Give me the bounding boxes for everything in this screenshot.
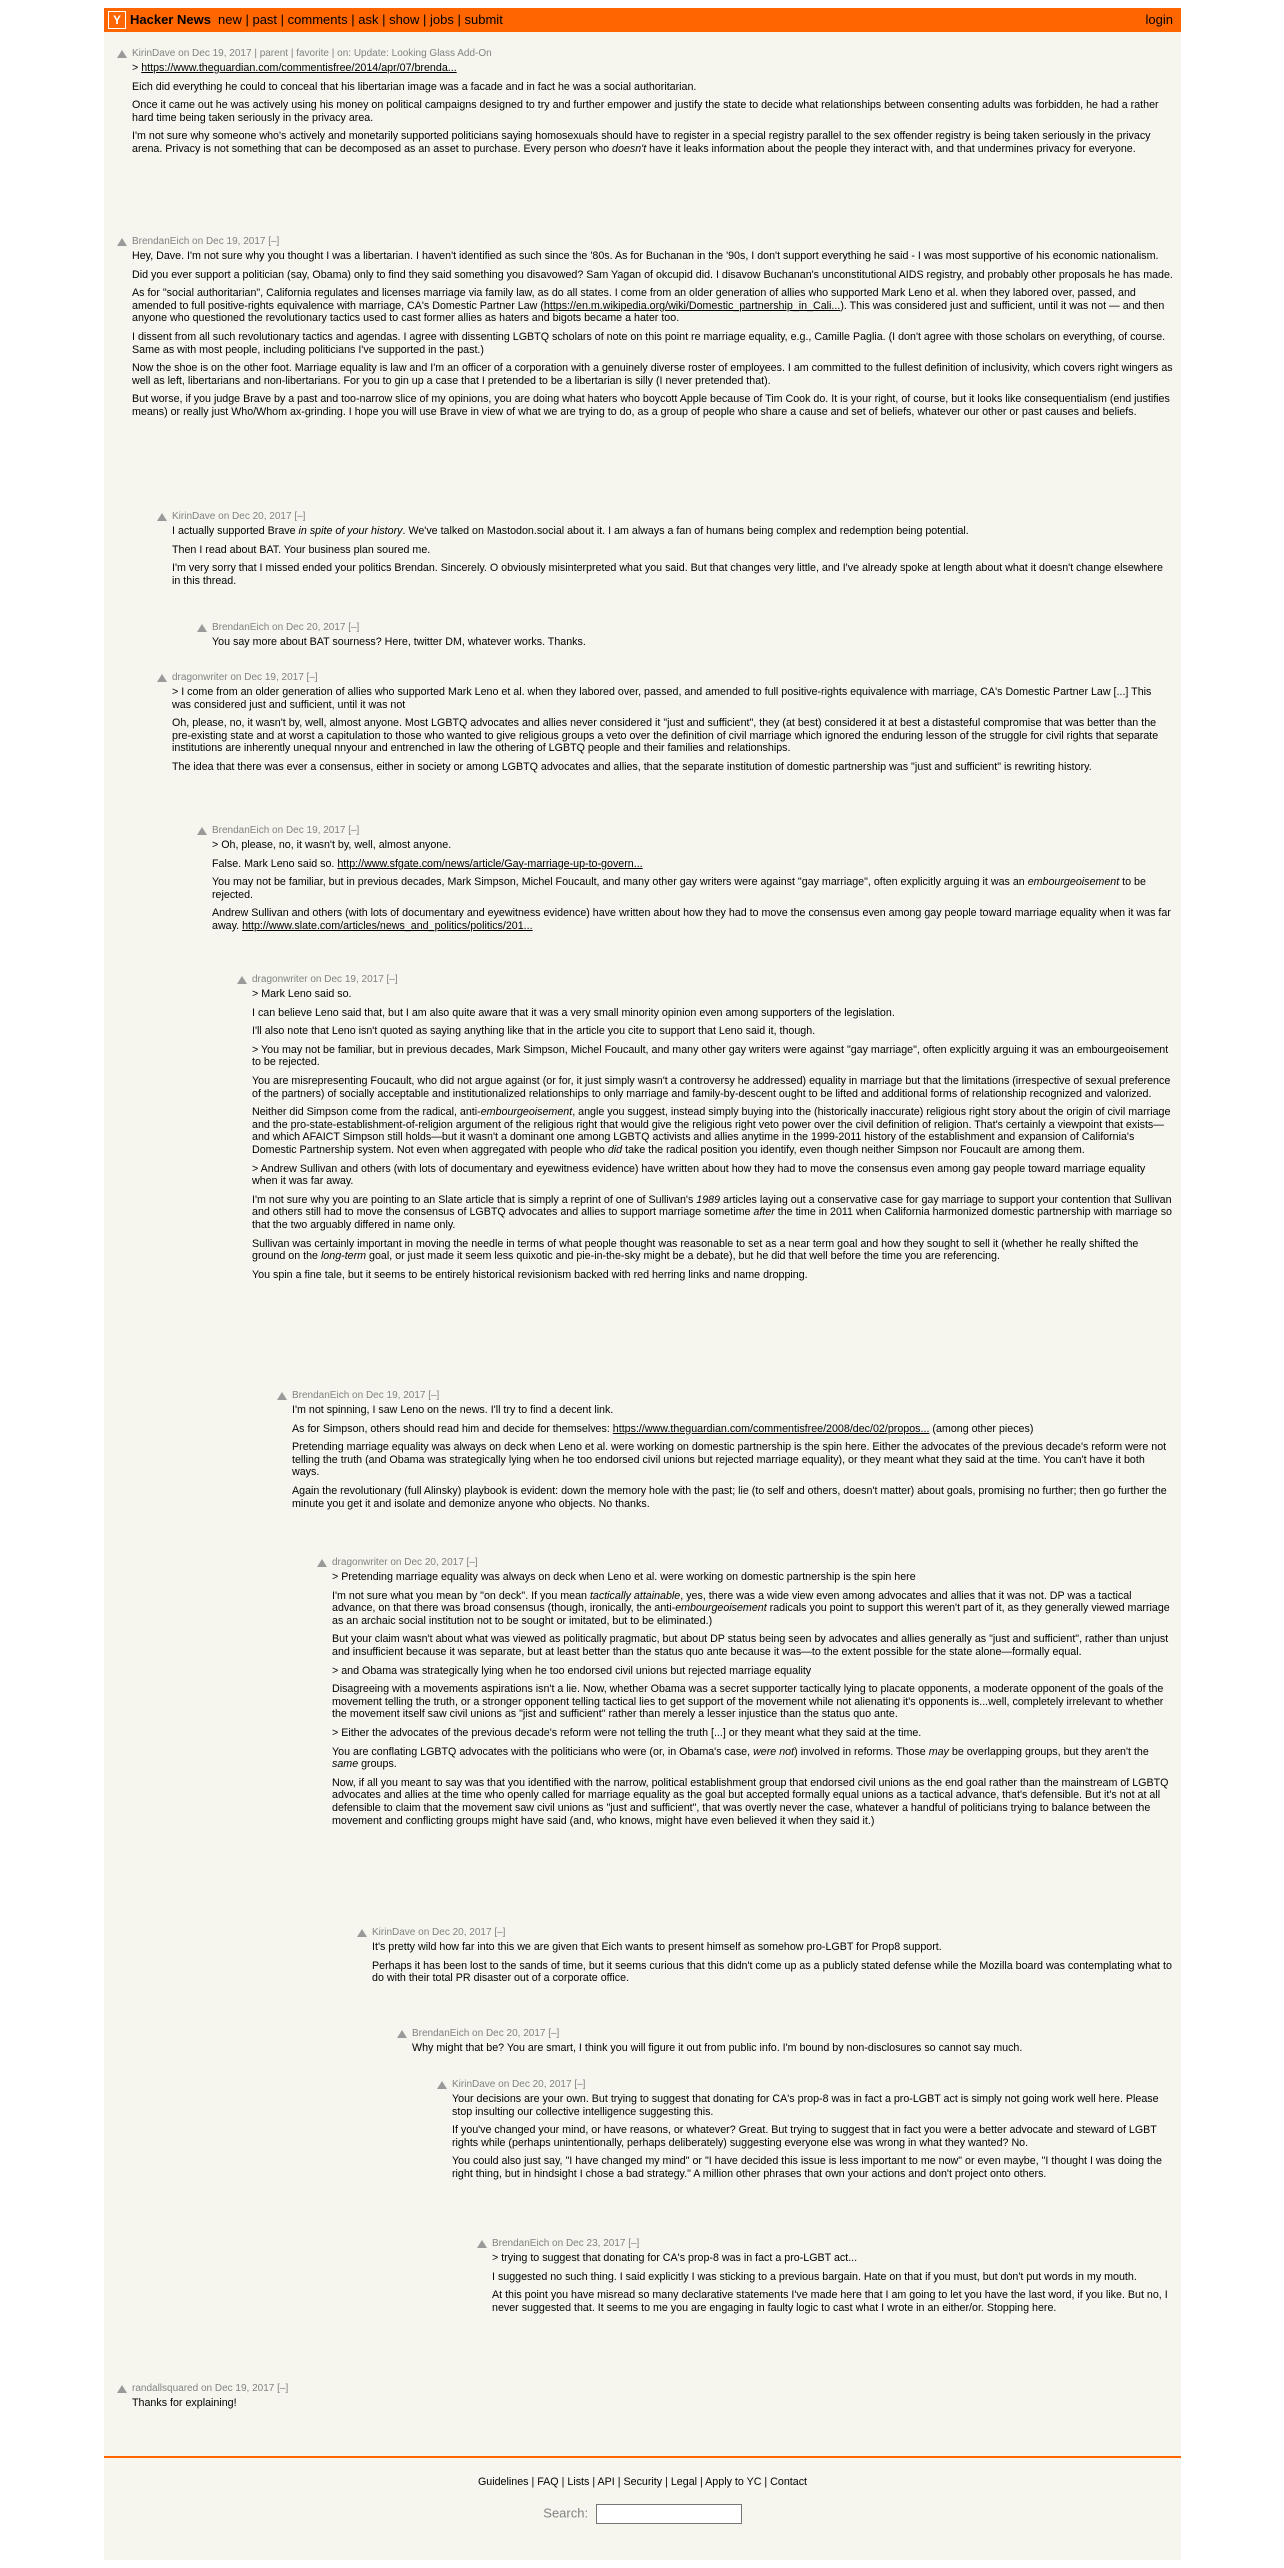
comment-text-run: I actually supported Brave: [172, 525, 299, 537]
upvote-arrow-icon[interactable]: [197, 827, 207, 835]
footer-lists-link[interactable]: Lists: [567, 2476, 590, 2488]
comment-text-run: groups.: [358, 1758, 397, 1771]
comment-link[interactable]: http://www.sfgate.com/news/article/Gay-marriage-up-to-govern...: [337, 857, 643, 870]
comment-header: [132, 46, 1173, 62]
comment-text: [132, 250, 1173, 419]
comment-author-link[interactable]: dragonwriter: [332, 1557, 388, 1568]
comment-paragraph: [452, 2155, 1173, 2180]
comment: [132, 46, 1173, 162]
comment: [292, 1388, 1173, 1516]
comment-text-run: But your claim wasn't about what was viewed as politically pragmatic, but about DP status being seen by advocates and allies generally as "just and sufficient", rather than unjust and insufficient because it was separate, but at least better than the status quo ante because it was—to the extent possible for the state alone—formally equal.: [332, 1633, 1169, 1658]
comment-text-run: Disagreeing with a movements aspirations isn't a lie. Now, whether Obama was a secret supporter tactically lying to placate opponents, a moderate opponent of the goals of the movement telling the truth, or a stronger opponent telling tactical lies to get support of the movement while not alienating it's opponents is...well, completely irrelevant to whether the movement itself saw civil unions as "jist and sufficient" rather than merely a lesser injustice than the status quo ante.: [332, 1683, 1164, 1721]
comment-text-run: Why might that be? You are smart, I think you will figure it out from public info. I'm bound by non-disclosures so cannot say much.: [412, 2042, 1023, 2054]
comment-paragraph: [252, 1044, 1173, 1069]
comment-paragraph: [452, 2093, 1173, 2118]
comment-paragraph: [492, 2271, 1173, 2284]
comment-paragraph: [252, 1075, 1173, 1100]
comment-age-link[interactable]: on Dec 20, 2017: [390, 1557, 464, 1568]
comment-text-run: It's pretty wild how far into this we are given that Eich wants to present himself as somehow pro-LGBT for Prop8 support.: [372, 1941, 942, 1953]
comment-text: [332, 1571, 1173, 1827]
comment-text: [132, 62, 1173, 156]
upvote-arrow-icon[interactable]: [477, 2240, 487, 2248]
comment-nav-links[interactable]: [–]: [348, 825, 360, 836]
comment-text-run: take the radical position you identify, even though neither Simpson nor Foucault are among them.: [622, 1143, 1085, 1156]
comment-paragraph: [492, 2289, 1173, 2314]
nav-show[interactable]: show: [389, 12, 420, 27]
comment: [212, 620, 1173, 655]
comment-text-run: Andrew Sullivan and others (with lots of documentary and eyewitness evidence) have written about how they had to move the consensus even among gay people toward marriage equality when it was far away.: [212, 907, 1171, 932]
comment-text-run: Then I read about BAT. Your business plan soured me.: [172, 543, 431, 556]
search-row: [104, 2504, 1181, 2524]
comment-nav-links[interactable]: [–]: [628, 2238, 640, 2249]
site-name-link[interactable]: Hacker News: [130, 12, 211, 27]
comment-paragraph: [132, 250, 1173, 263]
comment-paragraph: [212, 907, 1173, 932]
comment-text-run: Perhaps it has been lost to the sands of time, but it seems curious that this didn't come up as a publicly stated defense while the Mozilla board was contemplating what to do with their total PR disaster out of a corporate office.: [372, 1959, 1172, 1985]
footer-divider: [104, 2456, 1181, 2458]
comment-emphasis: embourgeoisement: [675, 1602, 767, 1615]
nav-comments[interactable]: comments: [287, 12, 348, 27]
comment: [372, 1925, 1173, 1991]
upvote-arrow-icon[interactable]: [117, 50, 127, 58]
comment-text-run: You are conflating LGBTQ advocates with the politicians who were (or, in Obama's case,: [332, 1745, 754, 1758]
comment: [452, 2077, 1173, 2187]
comment-text-run: be overlapping groups, but they aren't the: [948, 1745, 1149, 1758]
comment-header: [212, 620, 1173, 636]
comment-text-run: You are misrepresenting Foucault, who did not argue against (or for, it just simply wasn't a controversy he addressed) equality in marriage but that the limitations (irrespective of sexual preference of the partners) of socially acceptable and institutionalized relationships to only marriage and family-by-descent ought to be lifted and additional forms of relationship recognized and valorized.: [252, 1074, 1171, 1100]
comment-text: [372, 1941, 1173, 1985]
comment-emphasis: may: [928, 1745, 949, 1758]
upvote-arrow-icon[interactable]: [197, 624, 207, 632]
comment-author-link[interactable]: BrendanEich: [292, 1390, 350, 1401]
comment-text-run: I'm not spinning, I saw Leno on the news. I'll try to find a decent link.: [292, 1404, 614, 1416]
comment-text-run: You say more about BAT sourness? Here, twitter DM, whatever works. Thanks.: [212, 636, 586, 648]
comment-text-run: (among other pieces): [929, 1422, 1034, 1435]
comment-author-link[interactable]: BrendanEich: [412, 2028, 470, 2039]
comment-text-run: I suggested no such thing. I said explicitly I was sticking to a previous bargain. Hate on that if you must, but don't put words in my mouth.: [492, 2270, 1137, 2283]
comment-nav-links[interactable]: [–]: [494, 1927, 506, 1938]
comment-text-run: If you've changed your mind, or have reasons, or whatever? Great. But trying to suggest that in fact you were a better advocate and steward of LGBT rights while (perhaps unintentionally, perhaps deliberately) suggesting everyone else was wrong in what they wanted? No.: [452, 2124, 1157, 2149]
comment-text-run: > You may not be familiar, but in previous decades, Mark Simpson, Michel Foucault, and many other gay writers were against "gay marriage", often explicitly arguing it was an embourgeoisement to be rejected.: [252, 1043, 1169, 1069]
search-input[interactable]: [596, 2504, 742, 2524]
comment-emphasis: embourgeoisement: [1027, 876, 1120, 889]
comment-paragraph: [132, 393, 1173, 418]
comment-author-link[interactable]: randallsquared: [132, 2383, 199, 2394]
comment: [172, 509, 1173, 593]
comment-text-run: Now, if all you meant to say was that you identified with the narrow, political establishment group that endorsed civil unions as the end goal rather than the mainstream of LGBTQ advocates and allies at the time who openly called for marriage equality as the goal but accepted formally equal unions as a tactical advance, that's defensible. But it's not at all defensible to claim that the movement saw civil unions as "just and sufficient", that was overtly never the case, whatever a handful of politicians trying to balance between the movement and conflicting groups might have said (and, who knows, might have even believed it when they said it.): [332, 1776, 1169, 1827]
comment-paragraph: [252, 1163, 1173, 1188]
comment: [412, 2026, 1173, 2061]
comment-text-run: I'm not sure what you mean by "on deck". If you mean: [332, 1589, 590, 1602]
comment-paragraph: [332, 1633, 1173, 1658]
comment-nav-links[interactable]: | parent | favorite | on: Update: Looking Glass Add-On: [254, 48, 492, 59]
comment-text-run: I'm not sure why someone who's actively and monetarily supported politicians saying homosexuals should have to register in a special registry parallel to the sex offender registry is being taken seriously in the privacy arena. Privacy is not something that can be decomposed as an asset to purchase. Every person who: [132, 130, 1151, 155]
footer-contact-link[interactable]: Contact: [770, 2476, 808, 2488]
comment-text-run: , yes, there was a wide view even among advocates and allies that it was not. DP was a tactical advance, on that there was broad consensus (though, ironically, the anti-: [332, 1589, 1132, 1615]
comment-emphasis: same: [332, 1758, 359, 1771]
footer-faq-link[interactable]: FAQ: [537, 2476, 559, 2488]
comment-header: [252, 972, 1173, 988]
comment-text-run: I'm very sorry that I missed ended your politics Brendan. Sincerely. O obviously misinterpreted what you said. But that changes very little, and I've already spoke at length about what it doesn't change elsewhere in this thread.: [172, 562, 1163, 587]
nav-past[interactable]: past: [252, 12, 278, 27]
comment-paragraph: [212, 839, 1173, 852]
comment-text-run: radicals you point to support this weren't part of it, as they generally viewed marriage as an archaic social institution not to be sought or imitated, but to be eliminated.): [332, 1602, 1170, 1627]
footer-api-link[interactable]: API: [597, 2476, 615, 2488]
search-label: Search:: [543, 2505, 589, 2521]
comment-text-run: goal, or just made it seem less quixotic and pie-in-the-sky might be a debate), but he did that well before the time you are referencing.: [366, 1250, 1000, 1263]
comment-paragraph: [132, 99, 1173, 124]
comment-text: [412, 2042, 1173, 2055]
comment-text-run: > I come from an older generation of allies who supported Mark Leno et al. when they labored over, passed, and amended to full positive-rights equivalence with marriage, CA's Domestic Partner Law [...] This was considered just and sufficient, until it was not: [172, 686, 1152, 711]
comment-header: [172, 670, 1173, 686]
comment-text-run: Hey, Dave. I'm not sure why you thought I was a libertarian. I haven't identified as such since the '80s. As for Buchanan in the '90s, I don't support everything he said - I was most supportive of his economic nationalism.: [132, 250, 1159, 262]
comment-text-run: have it leaks information about the people they interact with, and that undermines privacy for everyone.: [646, 142, 1136, 155]
comment-author-link[interactable]: BrendanEich: [492, 2238, 550, 2249]
comment-nav-links[interactable]: [–]: [428, 1390, 440, 1401]
comment-paragraph: [132, 2397, 1173, 2410]
comment-emphasis: doesn't: [612, 142, 647, 155]
comment-text-run: As for Simpson, others should read him and decide for themselves:: [292, 1422, 613, 1435]
comment-paragraph: [252, 988, 1173, 1001]
comment-age-link[interactable]: on Dec 19, 2017: [310, 974, 384, 985]
comment-paragraph: [292, 1441, 1173, 1479]
comment-paragraph: [332, 1590, 1173, 1628]
comment-header: [212, 823, 1173, 839]
comment-age-link[interactable]: on Dec 20, 2017: [272, 622, 346, 633]
nav-submit[interactable]: submit: [464, 12, 503, 27]
comment-header: [332, 1555, 1173, 1571]
comment-link[interactable]: http://www.slate.com/articles/news_and_politics/politics/201...: [242, 919, 533, 932]
comment-text: [212, 636, 1173, 649]
comment-author-link[interactable]: KirinDave: [372, 1927, 416, 1938]
comment-emphasis: embourgeoisement: [480, 1106, 573, 1119]
comment-text-run: > Andrew Sullivan and others (with lots of documentary and eyewitness evidence) have written about how they had to move the consensus even among gay people toward marriage equality when it was far away.: [252, 1162, 1146, 1188]
comment-text-run: Eich did everything he could to conceal that his libertarian image was a facade and in fact he was a social authoritarian.: [132, 80, 697, 93]
comment-paragraph: [172, 544, 1173, 557]
comment-text-run: Pretending marriage equality was always on deck when Leno et al. were working on domestic partnership is the spin here. Either the advocates of the previous decade's reform were not telling the truth (and Obama was strategically lying when he too endorsed civil unions but rejected marriage equality), or they meant what they said at the time. You can't have it both ways.: [292, 1441, 1167, 1479]
comment-paragraph: [252, 1238, 1173, 1263]
comment-text-run: , angle you suggest, instead simply buying into the (historically inaccurate) religious right story about the origin of civil marriage and the pro-state-establishment-of-religion argument of the religious right that would give the religious right veto power over the civil definition of religion. That's certainly a viewpoint that exists—and which AFAICT Simpson still holds—but it wasn't a dominant one among LGBTQ activists and allies anytime in the 1999-2011 history of the establishment and expansion of California's Domestic Partnership system. Not even when aggregated with people who: [252, 1106, 1171, 1156]
comment-paragraph: [372, 1941, 1173, 1954]
comment-text-run: I'll also note that Leno isn't quoted as saying anything like that in the article you cite to support that Leno said it, though.: [252, 1025, 816, 1038]
comment-emphasis: 1989: [696, 1193, 721, 1206]
nav-jobs[interactable]: jobs: [430, 12, 454, 27]
comment-paragraph: [212, 858, 1173, 871]
comment-text-run: ). This was considered just and sufficient, until it was not — and then anyone who questioned the revolutionary tactics used to cast former allies as haters and bigots became a hater too.: [132, 299, 1165, 325]
comment-text-run: Thanks for explaining!: [132, 2397, 237, 2409]
comment-header: [492, 2236, 1173, 2252]
comment-text-run: the time in 2011 when California harmonized domestic partnership with marriage so that the two arguably differed in name only.: [252, 1206, 1172, 1231]
comment-paragraph: [252, 1007, 1173, 1020]
comment-author-link[interactable]: KirinDave: [452, 2079, 496, 2090]
comment-text-run: Did you ever support a politician (say, Obama) only to find they said something you disavowed? Sam Yagan of okcupid did. I disavow Buchanan's unconstitutional AIDS registry, and probably other proposals he has made.: [132, 268, 1173, 281]
comment-author-link[interactable]: KirinDave: [132, 48, 176, 59]
comment-paragraph: [332, 1665, 1173, 1678]
comment-age-link[interactable]: on Dec 19, 2017: [230, 672, 304, 683]
comment-text-run: to be rejected.: [212, 876, 1146, 901]
comment-text: [172, 686, 1173, 774]
comment-author-link[interactable]: dragonwriter: [172, 672, 228, 683]
comment: [132, 2381, 1173, 2416]
comment-age-link[interactable]: on Dec 20, 2017: [498, 2079, 572, 2090]
comment: [252, 972, 1173, 1287]
comment-paragraph: [252, 1269, 1173, 1282]
comment-text-run: Sullivan was certainly important in moving the needle in terms of what people thought was reasonable to set as a near term goal and how they sought to sell it (whether he really shifted the ground on the: [252, 1237, 1139, 1263]
comment-text: [452, 2093, 1173, 2181]
login-link[interactable]: login: [1145, 12, 1173, 27]
comment-header: [452, 2077, 1173, 2093]
comment-text: [172, 525, 1173, 587]
comment-paragraph: [292, 1423, 1173, 1436]
comment-paragraph: [132, 331, 1173, 356]
nav-links: new | past | comments | ask | show | jobs | submit: [218, 12, 503, 27]
comment-paragraph: [372, 1960, 1173, 1985]
comment-paragraph: [252, 1025, 1173, 1038]
comment-text-run: Now the shoe is on the other foot. Marriage equality is law and I'm an officer of a corporation with a genuinely diverse roster of employees. I am committed to the fullest definition of inclusivity, which covers right wingers as well as left, libertarians and non-libertarians. For you to gin up a case that I pretended to be a libertarian is silly (I never pretended that).: [132, 362, 1173, 387]
comment-text-run: Again the revolutionary (full Alinsky) playbook is evident: down the memory hole with the past; lie (to self and others, doesn't matter) about goals, promising no further; then go further the minute you get it and isolate and demonize anyone who objects. No thanks.: [292, 1484, 1167, 1510]
comment-text-run: Oh, please, no, it wasn't by, well, almost anyone. Most LGBTQ advocates and allies never considered it "just and sufficient", they (at best) considered it at best a distasteful compromise that was better than the pre-existing state and at worst a capitulation to those who wanted to give religious groups a veto over the definition of civil marriage which ignored the enduring lesson of the struggle for civil rights that separate institutions are inherently unequal nnyour and entrenched in law the othering of LGBTQ people and their families and relationships.: [172, 717, 1159, 755]
comment-author-link[interactable]: KirinDave: [172, 511, 216, 522]
comment-age-link[interactable]: on Dec 20, 2017: [418, 1927, 492, 1938]
comment-nav-links[interactable]: [–]: [294, 511, 306, 522]
comment-emphasis: in spite of your history: [298, 525, 403, 537]
comment-text-run: >: [132, 62, 142, 74]
comment-paragraph: [332, 1683, 1173, 1721]
upvote-arrow-icon[interactable]: [117, 238, 127, 246]
comment-paragraph: [172, 686, 1173, 711]
comment-paragraph: [252, 1106, 1173, 1156]
comment-paragraph: [172, 717, 1173, 755]
footer-links: Guidelines | FAQ | Lists | API | Security | Legal | Apply to YC | Contact: [477, 2476, 808, 2488]
comment-text-run: > Either the advocates of the previous decade's reform were not telling the truth [...] or they meant what they said at the time.: [332, 1726, 922, 1739]
comment-text-run: Neither did Simpson come from the radical, anti-: [252, 1106, 481, 1119]
comment-header: [132, 234, 1173, 250]
comment-text-run: > Pretending marriage equality was always on deck when Leno et al. were working on domestic partnership is the spin here: [332, 1571, 916, 1583]
comment-paragraph: [412, 2042, 1173, 2055]
comment-text: [252, 988, 1173, 1281]
comment-paragraph: [212, 876, 1173, 901]
comment-paragraph: [252, 1194, 1173, 1232]
comment-age-link[interactable]: on Dec 19, 2017: [192, 236, 266, 247]
comment-text: [212, 839, 1173, 933]
comment-text-run: > Mark Leno said so.: [252, 988, 352, 1000]
comment-text-run: . We've talked on Mastodon.social about it. I am always a fan of humans being complex and redemption being potential.: [402, 525, 969, 537]
comment-age-link[interactable]: on Dec 20, 2017: [218, 511, 292, 522]
comment-nav-links[interactable]: [–]: [277, 2383, 289, 2394]
comment-paragraph: [132, 130, 1173, 155]
comment-paragraph: [172, 761, 1173, 774]
comment-paragraph: [172, 562, 1173, 587]
comment-paragraph: [292, 1485, 1173, 1510]
upvote-arrow-icon[interactable]: [277, 1392, 287, 1400]
footer-apply-link[interactable]: Apply to YC: [705, 2476, 762, 2488]
comment-header: [132, 2381, 1173, 2397]
upvote-arrow-icon[interactable]: [357, 1929, 367, 1937]
comment-paragraph: [332, 1571, 1173, 1584]
comment-paragraph: [292, 1404, 1173, 1417]
upvote-arrow-icon[interactable]: [117, 2385, 127, 2393]
upvote-arrow-icon[interactable]: [157, 674, 167, 682]
comment-text: [132, 2397, 1173, 2410]
comment-text-run: > trying to suggest that donating for CA's prop-8 was in fact a pro-LGBT act...: [492, 2252, 858, 2264]
comment-text-run: Once it came out he was actively using his money on political campaigns designed to try and further empower and justify the state to decide what relationships between consenting adults was forbidden, he had a rather hard time being taken seriously in the privacy area.: [132, 99, 1159, 124]
comment-nav-links[interactable]: [–]: [386, 974, 398, 985]
comment-age-link[interactable]: on Dec 20, 2017: [472, 2028, 546, 2039]
comment-text: [292, 1404, 1173, 1510]
comment-nav-links[interactable]: [–]: [574, 2079, 586, 2090]
comment-text: [492, 2252, 1173, 2314]
comment-text-run: articles laying out a conservative case for gay marriage to support your contention that Sullivan and others still had to move the consensus of LGBTQ advocates and allies to support marriage sometime: [252, 1193, 1172, 1219]
comment-paragraph: [452, 2124, 1173, 2149]
comment-nav-links[interactable]: [–]: [268, 236, 280, 247]
comment-emphasis: did: [607, 1143, 623, 1156]
comment-text-run: You could also just say, "I have changed my mind" or "I have decided this issue is less important to me now" or even maybe, "I thought I was doing the right thing, but in hindsight I chose a bad strategy." A million other phrases that own your actions and don't project onto others.: [452, 2155, 1162, 2180]
comment-text-run: As for "social authoritarian", California regulates and licenses marriage via family law, as do all states. I come from an older generation of allies who supported Mark Leno et al. when they labored over, passed, and amended to full positive-rights equivalence with marriage, CA's Domestic Partner Law (: [132, 287, 1136, 312]
nav-new[interactable]: new: [218, 12, 242, 27]
comment-age-link[interactable]: on Dec 19, 2017: [200, 2383, 275, 2394]
comment-text-run: > Oh, please, no, it wasn't by, well, almost anyone.: [212, 839, 452, 851]
comment-text-run: You may not be familiar, but in previous decades, Mark Simpson, Michel Foucault, and many other gay writers were against "gay marriage", often explicitly arguing it was an: [212, 876, 1028, 889]
comment-text-run: ) involved in reforms. Those: [794, 1745, 929, 1758]
comment-text-run: You spin a fine tale, but it seems to be entirely historical revisionism backed with red herring links and name dropping.: [252, 1268, 808, 1281]
comment-text-run: I dissent from all such revolutionary tactics and agendas. I agree with dissenting LGBTQ scholars of note on this point re marriage equality, e.g., Camille Paglia. (I don't agree with those scholars on everything, of course. Same as with most people, including politicians I've supported in the past.): [132, 330, 1166, 356]
comment-paragraph: [132, 269, 1173, 282]
yc-logo-icon[interactable]: Y: [108, 11, 126, 29]
comment-text-run: I can believe Leno said that, but I am also quite aware that it was a very small minority opinion even among supporters of the legislation.: [252, 1006, 895, 1019]
upvote-arrow-icon[interactable]: [317, 1559, 327, 1567]
comment-nav-links[interactable]: [–]: [548, 2028, 560, 2039]
footer-guidelines-link[interactable]: Guidelines: [477, 2476, 529, 2488]
comment-emphasis: were not: [753, 1745, 795, 1758]
comment-age-link[interactable]: on Dec 19, 2017: [272, 825, 346, 836]
comment-age-link[interactable]: on Dec 19, 2017: [178, 48, 252, 59]
footer-security-link[interactable]: Security: [623, 2476, 663, 2488]
comment-paragraph: [492, 2252, 1173, 2265]
upvote-arrow-icon[interactable]: [157, 513, 167, 521]
comment-text-run: I'm not sure why you are pointing to an Slate article that is simply a reprint of one of Sullivan's: [252, 1193, 697, 1206]
comment-paragraph: [172, 525, 1173, 538]
comment-link[interactable]: https://www.theguardian.com/commentisfree/2008/dec/02/propos...: [612, 1422, 930, 1435]
comment-author-link[interactable]: BrendanEich: [132, 236, 190, 247]
upvote-arrow-icon[interactable]: [437, 2081, 447, 2089]
upvote-arrow-icon[interactable]: [397, 2030, 407, 2038]
comment-paragraph: [132, 287, 1173, 325]
comment-author-link[interactable]: dragonwriter: [252, 974, 308, 985]
comment-paragraph: [132, 62, 1173, 75]
comment-emphasis: tactically attainable: [589, 1589, 681, 1602]
comment-header: [172, 509, 1173, 525]
comment-paragraph: [132, 362, 1173, 387]
comment-paragraph: [332, 1777, 1173, 1827]
comment-paragraph: [332, 1746, 1173, 1771]
footer-legal-link[interactable]: Legal: [670, 2476, 698, 2488]
nav-ask[interactable]: ask: [358, 12, 379, 27]
comment-nav-links[interactable]: [–]: [348, 622, 360, 633]
comment-link[interactable]: https://en.m.wikipedia.org/wiki/Domestic_partnership_in_Cali...: [543, 299, 841, 312]
upvote-arrow-icon[interactable]: [237, 976, 247, 984]
comment-paragraph: [212, 636, 1173, 649]
comment-text-run: At this point you have misread so many declarative statements I've made here that I am going to let you have the last word, if you like. But no, I never suggested that. It seems to me you are engaging in faulty logic to cast what I wrote in an either/or. Stopping here.: [492, 2289, 1168, 2314]
comment-text-run: The idea that there was ever a consensus, either in society or among LGBTQ advocates and allies, that the separate institution of domestic partnership was "just and sufficient" is rewriting history.: [172, 760, 1092, 773]
comment: [212, 823, 1173, 939]
comment-paragraph: [132, 81, 1173, 94]
comment-header: [372, 1925, 1173, 1941]
comment-text-run: But worse, if you judge Brave by a past and too-narrow slice of my opinions, you are doing what haters who boycott Apple because of Tim Cook do. It is your right, of course, but it looks like consequentialism (end justifies means) or really just Who/Whom ax-grinding. I hope you will use Brave in view of what we are trying to do, as a group of people who share a cause and set of beliefs, whatever our other or past causes and beliefs.: [132, 393, 1170, 418]
comment-emphasis: long-term: [320, 1250, 367, 1263]
comment-age-link[interactable]: on Dec 23, 2017: [552, 2238, 626, 2249]
comment-header: [412, 2026, 1173, 2042]
comment: [332, 1555, 1173, 1833]
comment-paragraph: [332, 1727, 1173, 1740]
comment-age-link[interactable]: on Dec 19, 2017: [352, 1390, 426, 1401]
comment-link[interactable]: https://www.theguardian.com/commentisfree/2014/apr/07/brenda...: [141, 62, 457, 74]
comment-thread: [104, 8, 1181, 2438]
hn-page: [104, 8, 1181, 2560]
comment-author-link[interactable]: BrendanEich: [212, 825, 270, 836]
comment-text-run: False. Mark Leno said so.: [212, 857, 338, 870]
comment-nav-links[interactable]: [–]: [306, 672, 318, 683]
comment-text-run: Your decisions are your own. But trying to suggest that donating for CA's prop-8 was in fact a pro-LGBT act is simply not going work well here. Please stop insulting our collective intelligence suggesting this.: [452, 2093, 1159, 2118]
comment-header: [292, 1388, 1173, 1404]
comment-text-run: > and Obama was strategically lying when he too endorsed civil unions but rejected marriage equality: [332, 1664, 812, 1677]
comment: [132, 234, 1173, 425]
comment-nav-links[interactable]: [–]: [466, 1557, 478, 1568]
comment-author-link[interactable]: BrendanEich: [212, 622, 270, 633]
comment: [172, 670, 1173, 780]
comment: [492, 2236, 1173, 2320]
comment-emphasis: after: [753, 1206, 775, 1219]
